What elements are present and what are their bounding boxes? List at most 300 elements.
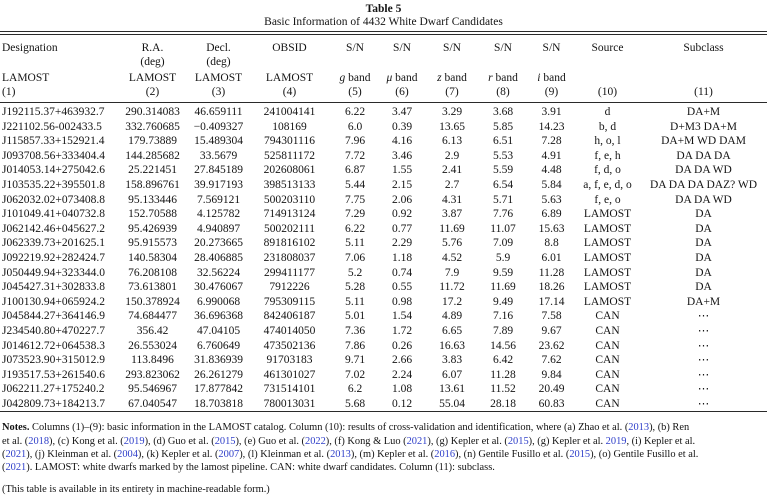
cell-designation: J192115.37+463932.7 bbox=[2, 106, 105, 118]
text-segment: ( bbox=[2, 462, 6, 474]
cell-sn-z: 6.13 bbox=[441, 135, 463, 148]
cell-sn-z: 11.69 bbox=[439, 222, 465, 235]
cell-sn-z: 4.52 bbox=[441, 251, 463, 264]
cell-ra: 95.915573 bbox=[128, 237, 177, 250]
text-segment: ), (g) Kepler et al. bbox=[528, 435, 606, 447]
text-segment: r bbox=[488, 72, 493, 84]
header-line bbox=[528, 85, 575, 99]
column-header-obsid bbox=[247, 35, 332, 103]
text-segment: LAMOST bbox=[265, 72, 314, 84]
cell-sn-u: 1.72 bbox=[391, 324, 413, 337]
column-header-subclass bbox=[640, 35, 767, 103]
cell-sn-r: 5.9 bbox=[495, 251, 511, 264]
header-line bbox=[528, 41, 575, 55]
citation-year-link[interactable]: 2019 bbox=[123, 435, 145, 447]
citation-year-link[interactable]: 2022 bbox=[305, 435, 326, 447]
cell-sn-u: 4.16 bbox=[391, 135, 413, 148]
text-segment: (8) bbox=[496, 86, 510, 98]
header-line bbox=[528, 55, 575, 69]
cell-designation: J101049.41+040732.8 bbox=[2, 208, 105, 221]
cell-sn-r: 11.07 bbox=[490, 222, 516, 235]
cell-subclass: DA bbox=[695, 251, 712, 264]
cell-ra: 74.684477 bbox=[128, 310, 177, 323]
cell-sn-z: 3.83 bbox=[441, 354, 463, 367]
cell-ra: 150.378924 bbox=[125, 295, 180, 308]
text-segment: ), (j) Kleinman et al. ( bbox=[26, 448, 118, 460]
header-line bbox=[247, 55, 332, 69]
column-header-sn-u bbox=[378, 35, 426, 103]
cell-sn-u: 2.24 bbox=[391, 368, 413, 381]
cell-sn-z: 5.76 bbox=[441, 237, 463, 250]
cell-ra: 179.73889 bbox=[128, 135, 177, 148]
table-row bbox=[0, 309, 767, 324]
cell-source: f, e, o bbox=[594, 193, 621, 206]
citation-year-link[interactable]: 2004 bbox=[117, 448, 138, 460]
citation-year-link[interactable]: 2015 bbox=[507, 435, 529, 447]
table-row bbox=[0, 353, 767, 368]
cell-obsid: 500203110 bbox=[263, 193, 316, 206]
cell-decl: 31.836939 bbox=[194, 354, 243, 367]
notes-line bbox=[2, 435, 767, 448]
cell-designation: J221102.56-002433.5 bbox=[2, 120, 102, 133]
cell-sn-i: 6.89 bbox=[541, 208, 562, 221]
cell-sn-r: 7.76 bbox=[492, 208, 514, 221]
text-segment: , (i) Kepler et al. bbox=[626, 435, 696, 447]
table-row bbox=[0, 324, 767, 339]
cell-obsid: 731514101 bbox=[263, 383, 316, 396]
cell-sn-g: 5.11 bbox=[345, 295, 365, 308]
cell-obsid: 231808037 bbox=[263, 251, 316, 264]
cell-designation: J062339.73+201625.1 bbox=[2, 237, 105, 250]
cell-decl: 28.406885 bbox=[194, 251, 243, 264]
cell-ra: 76.208108 bbox=[128, 266, 177, 279]
cell-sn-z: 17.2 bbox=[441, 295, 463, 308]
header-line bbox=[640, 85, 767, 99]
header-line bbox=[0, 55, 115, 69]
cell-sn-i: 14.23 bbox=[538, 120, 565, 133]
cell-sn-g: 7.29 bbox=[344, 208, 366, 221]
cell-sn-i: 8.8 bbox=[544, 237, 559, 250]
cell-sn-r: 7.16 bbox=[492, 310, 514, 323]
table-notes bbox=[0, 421, 767, 474]
cell-sn-i: 23.62 bbox=[538, 339, 565, 352]
cell-obsid: 891816102 bbox=[263, 237, 316, 250]
cell-source: LAMOST bbox=[583, 266, 632, 279]
citation-year-link[interactable]: 2018 bbox=[28, 435, 50, 447]
cell-source: CAN bbox=[595, 383, 620, 396]
text-segment: band bbox=[345, 72, 371, 84]
cell-designation: J234540.80+470227.7 bbox=[2, 324, 105, 337]
citation-year-link[interactable]: 2013 bbox=[330, 448, 351, 460]
cell-decl: 7.569121 bbox=[196, 193, 241, 206]
text-segment: (2) bbox=[145, 86, 160, 98]
header-line bbox=[115, 71, 190, 85]
cell-subclass: DA bbox=[695, 208, 712, 221]
text-segment: (7) bbox=[445, 86, 459, 98]
notes-line bbox=[2, 421, 767, 434]
cell-sn-z: 11.72 bbox=[439, 281, 465, 294]
cell-subclass: DA bbox=[695, 222, 712, 235]
cell-sn-u: 2.66 bbox=[391, 354, 413, 367]
text-segment: (11) bbox=[694, 86, 713, 98]
text-segment: g bbox=[339, 72, 346, 84]
table-row bbox=[0, 266, 767, 281]
column-header-sn-g bbox=[332, 35, 378, 103]
header-line bbox=[115, 55, 190, 69]
text-segment: Columns (1)–(9): basic information in the LAMOST catalog. Column (10): results of cross-validation and identification, where (a) Zhao et al. ( bbox=[29, 422, 629, 434]
text-segment: Designation bbox=[2, 42, 58, 54]
cell-designation: J062032.02+073408.8 bbox=[2, 193, 105, 206]
text-segment: band bbox=[392, 72, 418, 84]
header-line bbox=[478, 41, 528, 55]
cell-sn-i: 7.28 bbox=[541, 135, 562, 148]
cell-sn-g: 5.11 bbox=[345, 237, 365, 250]
column-header-decl bbox=[190, 35, 247, 103]
cell-sn-u: 0.74 bbox=[391, 266, 413, 279]
header-row bbox=[0, 35, 767, 103]
cell-sn-r: 14.56 bbox=[490, 339, 516, 352]
cell-sn-r: 3.68 bbox=[492, 106, 514, 118]
cell-ra: 95.546967 bbox=[128, 383, 177, 396]
cell-decl: 27.845189 bbox=[194, 164, 243, 177]
citation-year-link[interactable]: 2021 bbox=[5, 462, 27, 474]
cell-sn-r: 28.18 bbox=[490, 397, 516, 410]
cell-sn-g: 7.86 bbox=[344, 339, 366, 352]
cell-designation: J042809.73+184213.7 bbox=[2, 397, 105, 410]
text-segment: Source bbox=[591, 42, 624, 54]
cell-decl: 39.917193 bbox=[194, 178, 243, 191]
cell-obsid: 795309115 bbox=[263, 295, 316, 308]
cell-ra: 290.314083 bbox=[125, 106, 180, 118]
text-segment: (deg) bbox=[206, 56, 231, 68]
cell-sn-g: 6.87 bbox=[344, 164, 366, 177]
cell-designation: J073523.90+315012.9 bbox=[2, 354, 105, 367]
table-caption: Basic Information of 4432 White Dwarf Candidates bbox=[264, 16, 503, 28]
cell-sn-u: 0.92 bbox=[391, 208, 413, 221]
cell-sn-z: 7.9 bbox=[444, 266, 460, 279]
header-line bbox=[190, 85, 247, 99]
text-segment: ), (n) Gentile Fusillo et al. ( bbox=[455, 448, 570, 460]
header-line bbox=[247, 71, 332, 85]
cell-decl: 46.659111 bbox=[194, 106, 243, 118]
cell-sn-u: 0.39 bbox=[391, 120, 413, 133]
cell-source: CAN bbox=[595, 339, 620, 352]
cell-sn-g: 5.44 bbox=[344, 178, 366, 191]
citation-year-link[interactable]: 2021 bbox=[5, 448, 27, 460]
cell-designation: J093708.56+333404.4 bbox=[2, 149, 105, 162]
cell-ra: 293.823062 bbox=[125, 368, 180, 381]
header-line bbox=[247, 41, 332, 55]
text-segment: (3) bbox=[211, 86, 226, 98]
header-line bbox=[478, 55, 528, 69]
cell-sn-u: 3.47 bbox=[391, 106, 413, 118]
cell-sn-r: 9.59 bbox=[492, 266, 514, 279]
header-line bbox=[190, 41, 247, 55]
notes-line bbox=[2, 448, 767, 461]
cell-sn-z: 13.61 bbox=[439, 383, 465, 396]
cell-subclass: ⋯ bbox=[697, 354, 710, 367]
cell-ra: 152.70588 bbox=[128, 208, 177, 221]
header-line bbox=[332, 41, 378, 55]
text-segment: Subclass bbox=[683, 42, 724, 54]
text-segment: (5) bbox=[348, 86, 362, 98]
cell-sn-g: 7.72 bbox=[344, 149, 366, 162]
cell-sn-z: 13.65 bbox=[439, 120, 465, 133]
table-row bbox=[0, 280, 767, 295]
header-line bbox=[190, 55, 247, 69]
text-segment: S/N bbox=[393, 42, 411, 54]
cell-sn-i: 17.14 bbox=[538, 295, 565, 308]
table-row bbox=[0, 103, 767, 120]
text-segment: ), (g) Kepler et al. ( bbox=[427, 435, 508, 447]
text-segment: (1) bbox=[2, 86, 16, 98]
cell-subclass: DA+M bbox=[686, 106, 721, 118]
cell-sn-r: 5.59 bbox=[492, 164, 514, 177]
header-line bbox=[115, 85, 190, 99]
header-line bbox=[115, 41, 190, 55]
cell-sn-z: 16.63 bbox=[439, 339, 465, 352]
column-header-designation bbox=[0, 35, 115, 103]
cell-source: h, o, l bbox=[594, 135, 621, 148]
cell-ra: 95.133446 bbox=[128, 193, 177, 206]
cell-sn-r: 11.69 bbox=[490, 281, 516, 294]
table-row bbox=[0, 382, 767, 397]
cell-source: CAN bbox=[595, 354, 620, 367]
header-line bbox=[575, 85, 640, 99]
header-line bbox=[0, 41, 115, 55]
cell-decl: 17.877842 bbox=[194, 383, 243, 396]
cell-designation: J045427.31+302833.8 bbox=[2, 281, 105, 294]
cell-subclass: ⋯ bbox=[697, 339, 710, 352]
table-row bbox=[0, 368, 767, 383]
text-segment: Decl. bbox=[206, 42, 231, 54]
text-segment: band bbox=[492, 72, 518, 84]
table-row bbox=[0, 163, 767, 178]
cell-decl: 47.04105 bbox=[196, 324, 241, 337]
cell-sn-r: 6.42 bbox=[492, 354, 514, 367]
cell-sn-r: 7.89 bbox=[492, 324, 514, 337]
cell-sn-i: 3.91 bbox=[541, 106, 562, 118]
cell-decl: 32.56224 bbox=[196, 266, 241, 279]
citation-year-link[interactable]: 2015 bbox=[214, 435, 236, 447]
text-segment: LAMOST bbox=[2, 72, 50, 84]
citation-year-link[interactable]: 2016 bbox=[434, 448, 456, 460]
header-line bbox=[478, 85, 528, 99]
cell-sn-r: 6.54 bbox=[492, 178, 514, 191]
cell-sn-z: 3.29 bbox=[441, 106, 463, 118]
table-row bbox=[0, 397, 767, 412]
cell-sn-r: 11.52 bbox=[490, 383, 516, 396]
cell-obsid: 714913124 bbox=[263, 208, 316, 221]
cell-subclass: ⋯ bbox=[697, 397, 710, 410]
cell-designation: J014612.72+064538.3 bbox=[2, 339, 105, 352]
cell-subclass: DA bbox=[695, 237, 712, 250]
cell-sn-z: 2.7 bbox=[444, 178, 460, 191]
text-segment: ), (m) Kepler et al. ( bbox=[350, 448, 435, 460]
cell-sn-u: 1.08 bbox=[391, 383, 413, 396]
text-segment: R.A. bbox=[141, 42, 164, 54]
cell-ra: 140.58304 bbox=[128, 251, 177, 264]
cell-designation: J062211.27+175240.2 bbox=[2, 383, 105, 396]
table-row bbox=[0, 236, 767, 251]
notes-line bbox=[2, 461, 767, 474]
cell-sn-u: 1.55 bbox=[391, 164, 413, 177]
cell-subclass: DA DA WD bbox=[675, 164, 732, 177]
cell-designation: J014053.14+275042.6 bbox=[2, 164, 105, 177]
cell-decl: 20.273665 bbox=[194, 237, 243, 250]
cell-source: LAMOST bbox=[583, 222, 632, 235]
cell-sn-r: 6.51 bbox=[492, 135, 514, 148]
cell-sn-u: 2.15 bbox=[391, 178, 413, 191]
cell-sn-i: 4.48 bbox=[541, 164, 562, 177]
header-line bbox=[0, 85, 115, 99]
citation-year-link[interactable]: 2021 bbox=[406, 435, 428, 447]
cell-source: CAN bbox=[595, 310, 620, 323]
cell-obsid: 794301116 bbox=[264, 135, 315, 148]
cell-sn-g: 7.02 bbox=[344, 368, 366, 381]
cell-sn-r: 5.85 bbox=[492, 120, 514, 133]
cell-obsid: 108169 bbox=[272, 120, 307, 133]
table-number-title: Table 5 bbox=[365, 3, 402, 15]
text-segment: LAMOST bbox=[128, 72, 177, 84]
cell-decl: 33.5679 bbox=[199, 149, 238, 162]
cell-sn-g: 6.22 bbox=[344, 222, 366, 235]
cell-obsid: 780013031 bbox=[263, 397, 316, 410]
cell-source: b, d bbox=[598, 120, 617, 133]
text-segment: ( bbox=[2, 448, 6, 460]
data-table bbox=[0, 35, 767, 412]
table-row bbox=[0, 222, 767, 237]
text-segment: ), (b) Ren bbox=[649, 422, 690, 434]
cell-ra: 113.8496 bbox=[131, 354, 174, 367]
cell-subclass: DA DA DA bbox=[676, 149, 731, 162]
cell-sn-g: 5.01 bbox=[344, 310, 366, 323]
cell-sn-i: 18.26 bbox=[538, 281, 565, 294]
cell-sn-u: 2.06 bbox=[391, 193, 413, 206]
cell-source: a, f, e, d, o bbox=[583, 178, 632, 191]
cell-obsid: 525811172 bbox=[264, 149, 315, 162]
text-segment: (4) bbox=[282, 86, 297, 98]
text-segment: LAMOST bbox=[194, 72, 243, 84]
cell-sn-g: 6.22 bbox=[344, 106, 366, 118]
cell-sn-g: 7.75 bbox=[344, 193, 366, 206]
cell-source: LAMOST bbox=[583, 295, 632, 308]
column-header-sn-r bbox=[478, 35, 528, 103]
header-line bbox=[332, 55, 378, 69]
cell-sn-g: 5.68 bbox=[344, 397, 366, 410]
table-row bbox=[0, 178, 767, 193]
table-row bbox=[0, 339, 767, 354]
column-header-ra bbox=[115, 35, 190, 103]
text-segment: (deg) bbox=[140, 56, 165, 68]
text-segment: i bbox=[537, 72, 541, 84]
cell-sn-i: 6.01 bbox=[541, 251, 562, 264]
cell-ra: 67.040547 bbox=[128, 397, 177, 410]
cell-sn-z: 6.65 bbox=[441, 324, 463, 337]
header-line bbox=[332, 71, 378, 85]
text-segment: (10) bbox=[597, 86, 618, 98]
cell-sn-i: 15.63 bbox=[538, 222, 565, 235]
cell-ra: 144.285682 bbox=[125, 149, 180, 162]
cell-subclass: DA+M WD DAM bbox=[661, 135, 746, 148]
column-header-source bbox=[575, 35, 640, 103]
header-line bbox=[640, 71, 767, 85]
cell-designation: J193517.53+261540.6 bbox=[2, 368, 105, 381]
text-segment: et al. ( bbox=[2, 435, 29, 447]
table-row bbox=[0, 149, 767, 164]
citation-year-link[interactable]: 2013 bbox=[628, 422, 650, 434]
text-segment: ), (k) Kepler et al. ( bbox=[137, 448, 219, 460]
header-line bbox=[0, 71, 115, 85]
cell-ra: 95.426939 bbox=[128, 222, 177, 235]
cell-ra: 158.896761 bbox=[125, 178, 180, 191]
cell-source: LAMOST bbox=[583, 237, 632, 250]
cell-sn-u: 3.46 bbox=[391, 149, 413, 162]
header-line bbox=[640, 55, 767, 69]
cell-source: CAN bbox=[595, 397, 620, 410]
cell-sn-z: 3.87 bbox=[441, 208, 463, 221]
cell-decl: 4.125782 bbox=[196, 208, 241, 221]
header-line bbox=[190, 71, 247, 85]
text-segment: (9) bbox=[544, 86, 559, 98]
header-line bbox=[378, 41, 426, 55]
cell-designation: J092219.92+282424.7 bbox=[2, 251, 105, 264]
header-line bbox=[528, 71, 575, 85]
cell-decl: 6.760649 bbox=[196, 339, 241, 352]
citation-year-link[interactable]: 2019 bbox=[605, 435, 627, 447]
table-row bbox=[0, 207, 767, 222]
cell-sn-u: 2.29 bbox=[391, 237, 413, 250]
cell-sn-i: 5.63 bbox=[541, 193, 562, 206]
cell-sn-g: 6.2 bbox=[347, 383, 363, 396]
cell-sn-r: 9.49 bbox=[492, 295, 514, 308]
cell-subclass: ⋯ bbox=[697, 368, 710, 381]
cell-decl: 15.489304 bbox=[194, 135, 243, 148]
table-row bbox=[0, 193, 767, 208]
cell-subclass: DA+M bbox=[686, 295, 721, 308]
cell-source: d bbox=[604, 106, 611, 118]
cell-subclass: D+M3 DA+M bbox=[670, 120, 737, 133]
cell-decl: 36.696368 bbox=[194, 310, 243, 323]
header-line bbox=[378, 55, 426, 69]
text-segment: z bbox=[437, 72, 442, 84]
cell-sn-g: 5.28 bbox=[344, 281, 366, 294]
text-segment: (6) bbox=[395, 86, 409, 98]
cell-obsid: 202608061 bbox=[263, 164, 316, 177]
header-line bbox=[640, 41, 767, 55]
text-segment: ). LAMOST: white dwarfs marked by the lamost pipeline. CAN: white dwarf candidates. Column (11): subclass. bbox=[26, 462, 495, 474]
header-line bbox=[378, 85, 426, 99]
text-segment: ), (l) Kleinman et al. ( bbox=[239, 448, 331, 460]
cell-obsid: 7912226 bbox=[269, 281, 310, 294]
citation-year-link[interactable]: 2007 bbox=[218, 448, 240, 460]
cell-source: LAMOST bbox=[583, 281, 632, 294]
cell-sn-i: 4.91 bbox=[541, 149, 562, 162]
cell-designation: J062142.46+045627.2 bbox=[2, 222, 105, 235]
cell-sn-i: 9.67 bbox=[541, 324, 562, 337]
cell-designation: J045844.27+364146.9 bbox=[2, 310, 105, 323]
cell-subclass: DA DA WD bbox=[675, 193, 732, 206]
cell-sn-g: 5.2 bbox=[347, 266, 363, 279]
citation-year-link[interactable]: 2015 bbox=[569, 448, 591, 460]
cell-decl: 26.261279 bbox=[194, 368, 243, 381]
cell-sn-z: 4.31 bbox=[441, 193, 463, 206]
cell-ra: 25.221451 bbox=[128, 164, 177, 177]
cell-sn-u: 1.54 bbox=[391, 310, 413, 323]
cell-decl: −0.409327 bbox=[193, 120, 244, 133]
text-segment: ), (f) Kong & Luo ( bbox=[325, 435, 407, 447]
cell-designation: J103535.22+395501.8 bbox=[2, 178, 105, 191]
